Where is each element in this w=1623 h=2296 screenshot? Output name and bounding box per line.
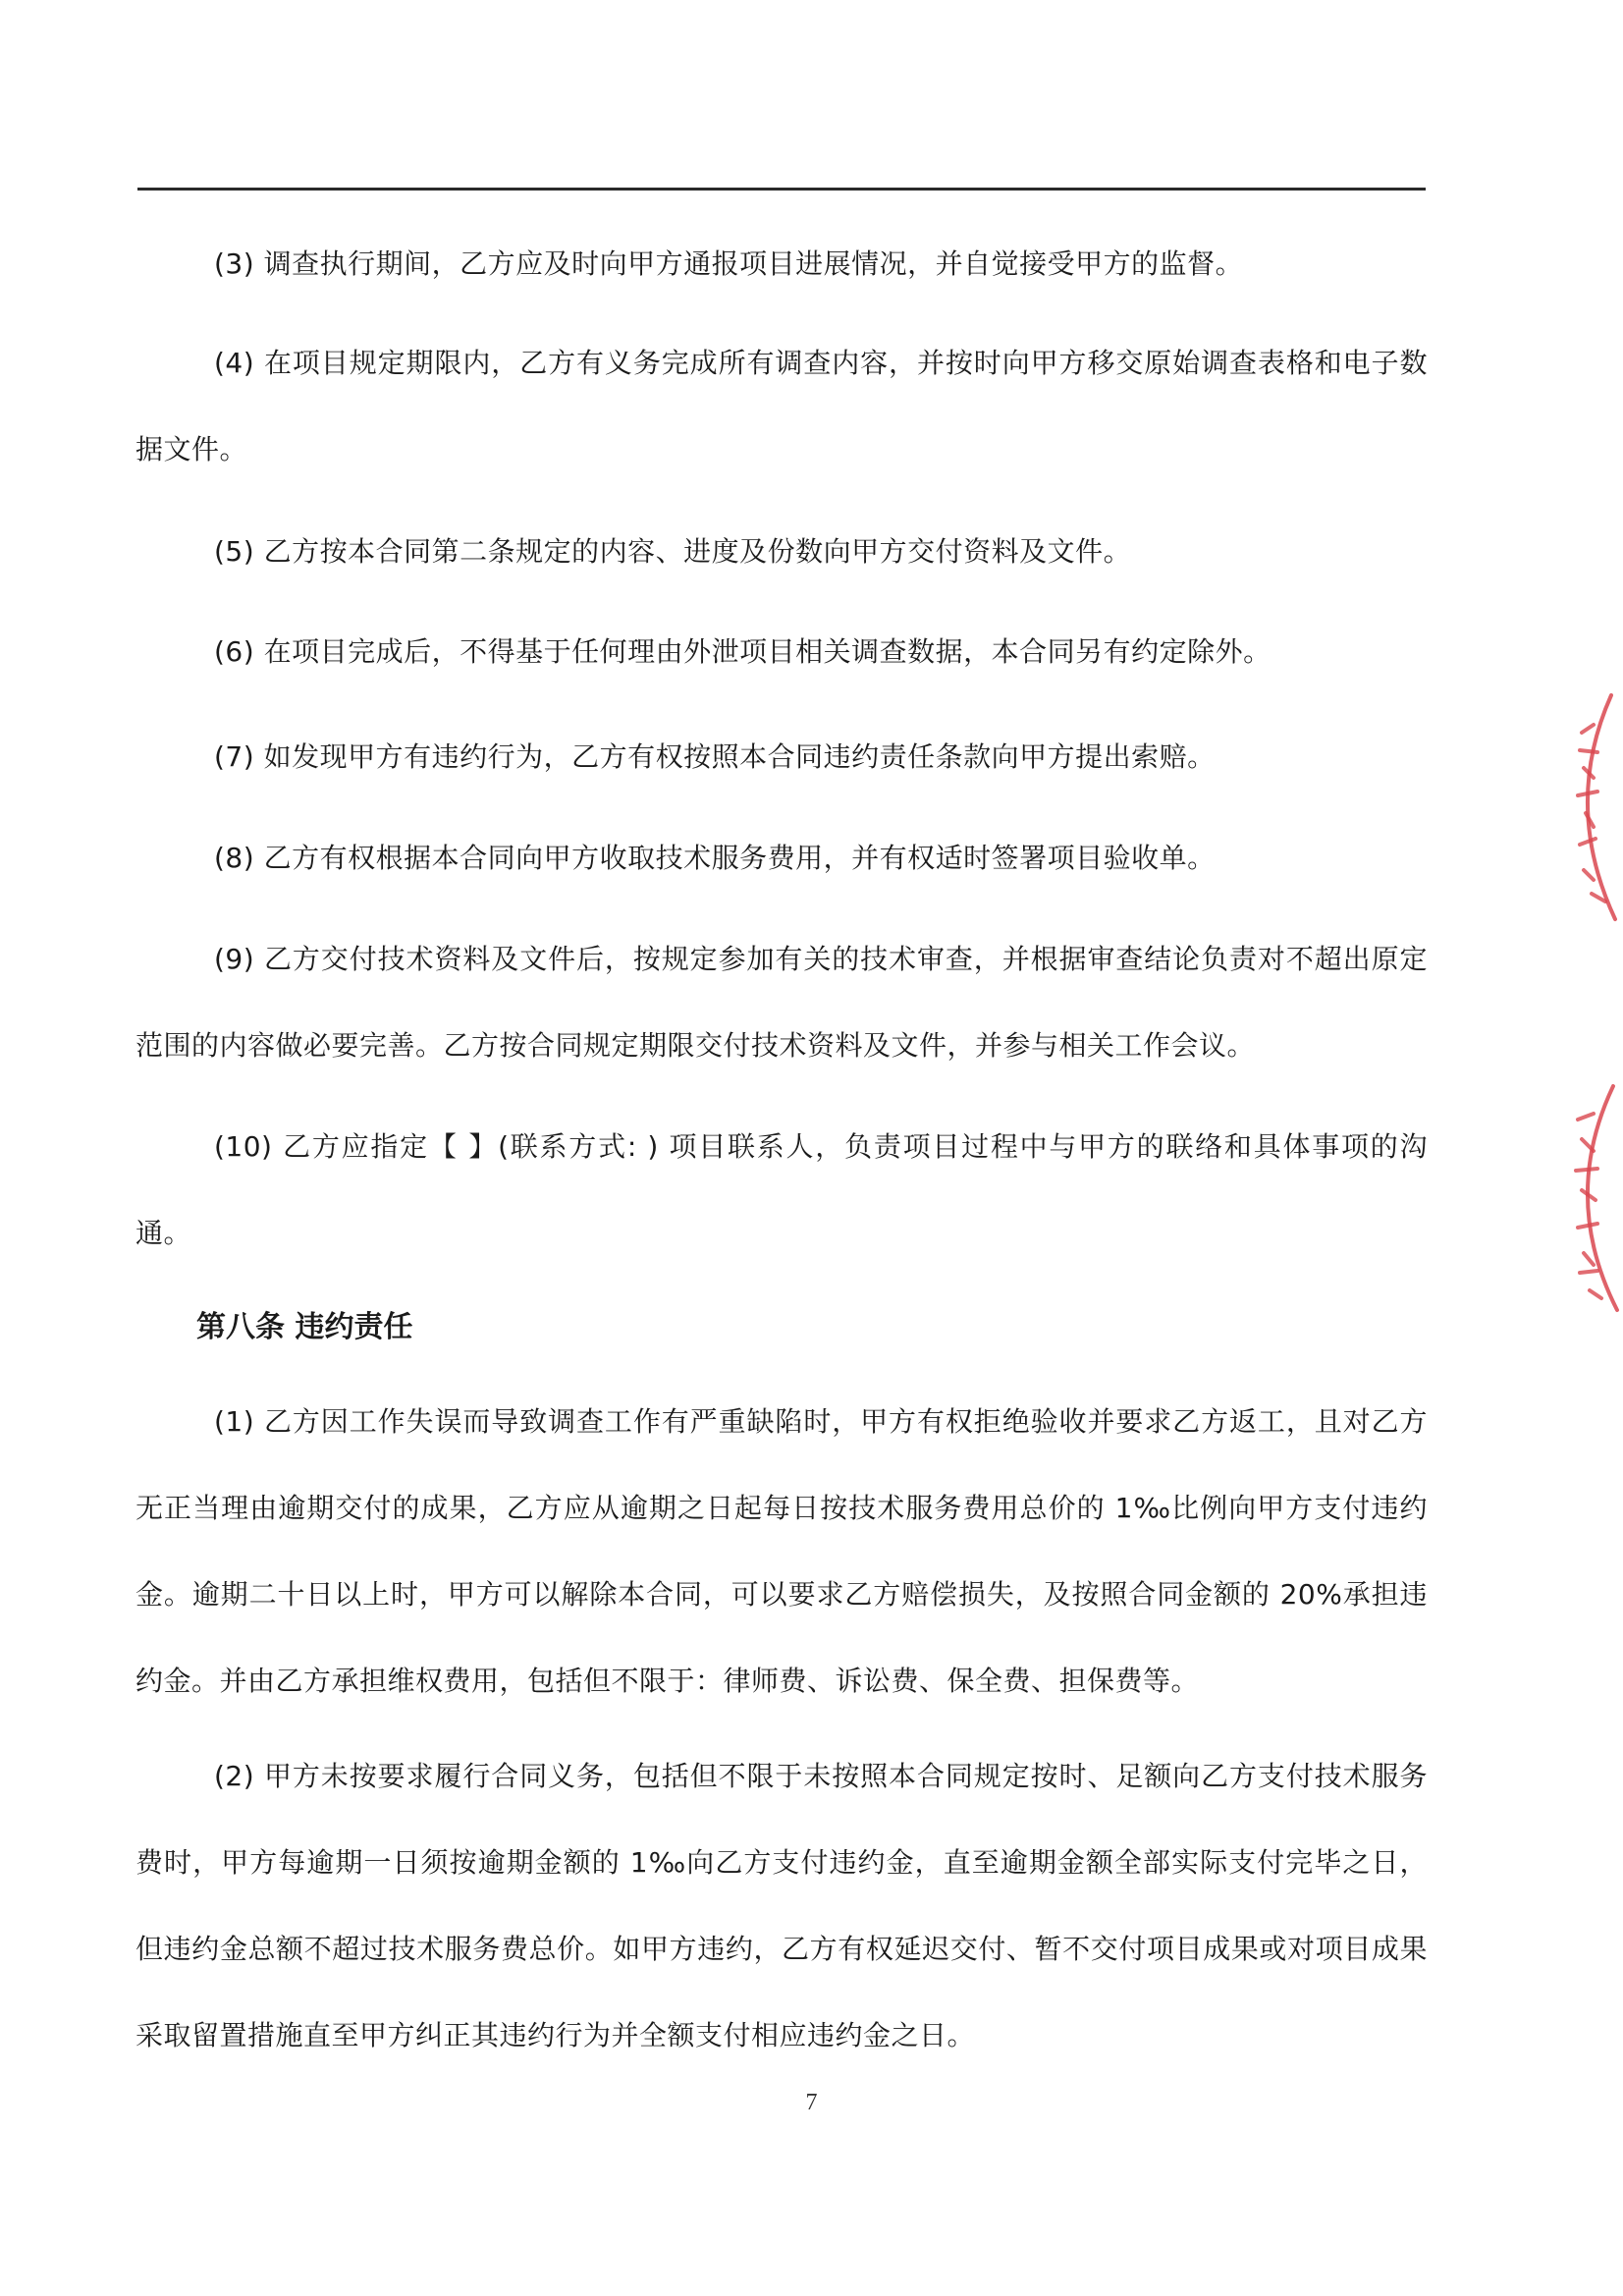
clause-8: (8) 乙方有权根据本合同向甲方收取技术服务费用，并有权适时签署项目验收单。 [214,842,1216,874]
clause-3: (3) 调查执行期间，乙方应及时向甲方通报项目进展情况，并自觉接受甲方的监督。 [214,247,1244,280]
clause-4: (4) 在项目规定期限内，乙方有义务完成所有调查内容，并按时向甲方移交原始调查表格和电子数据文件。 [135,347,1428,465]
section-heading: 第八条 违约责任 [196,1310,413,1344]
breach-clause-2: (2) 甲方未按要求履行合同义务，包括但不限于未按照本合同规定按时、足额向乙方支付技术服务费时，甲方每逾期一日须按逾期金额的 1‰向乙方支付违约金，直至逾期金额全部实际支付完毕之日，但违约金总额不超过技术服务费总价。如甲方违约，乙方有权延迟交付、暂不交付项目成果或对项目成果采取留置措施直至甲方纠正其违约行为并全额支付相应违约金之日。 [135,1760,1428,2051]
seal-fragment-bottom [1542,1080,1623,1316]
clause-10: (10) 乙方应指定【 】(联系方式: ) 项目联系人，负责项目过程中与甲方的联络和具体事项的沟通。 [135,1130,1428,1249]
header-rule [137,188,1426,191]
clause-5: (5) 乙方按本合同第二条规定的内容、进度及份数向甲方交付资料及文件。 [214,535,1132,568]
page-number: 7 [805,2090,818,2115]
clause-9: (9) 乙方交付技术资料及文件后，按规定参加有关的技术审查，并根据审查结论负责对不超出原定范围的内容做必要完善。乙方按合同规定期限交付技术资料及文件，并参与相关工作会议。 [135,943,1428,1062]
clause-7: (7) 如发现甲方有违约行为，乙方有权按照本合同违约责任条款向甲方提出索赔。 [214,740,1216,773]
clause-6: (6) 在项目完成后，不得基于任何理由外泄项目相关调查数据，本合同另有约定除外。 [214,635,1271,668]
seal-fragment-top [1542,687,1623,923]
breach-clause-1: (1) 乙方因工作失误而导致调查工作有严重缺陷时，甲方有权拒绝验收并要求乙方返工，且对乙方无正当理由逾期交付的成果，乙方应从逾期之日起每日按技术服务费用总价的 1‰比例向甲方支付违约金。逾期二十日以上时，甲方可以解除本合同，可以要求乙方赔偿损失，及按照合同金额的 20%承担违约金。并由乙方承担维权费用，包括但不限于：律师费、诉讼费、保全费、担保费等。 [135,1405,1428,1697]
